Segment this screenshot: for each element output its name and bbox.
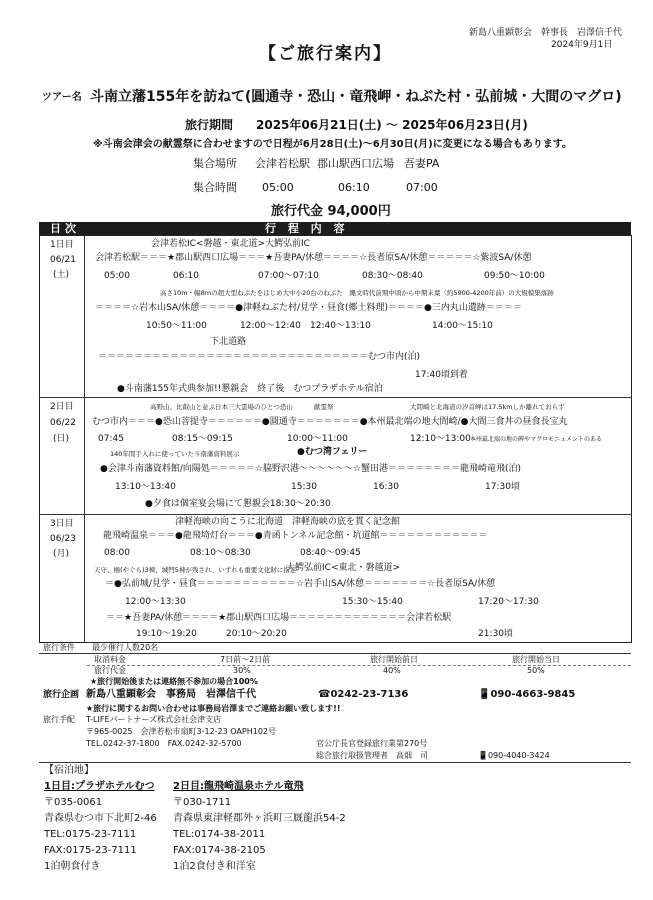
hotel1-address: 青森県むつ市下北町2-46: [44, 813, 157, 824]
day3-caption: 津軽海峡の向こうに北海道 津軽海峡の底を貫く記念館: [175, 517, 401, 527]
day1-time: 12:00～12:40: [240, 321, 301, 331]
day3-route: 大鰐弘前IC<東北・磐越道>: [286, 563, 401, 573]
day3-label: 3日目: [50, 519, 74, 529]
agency-tel-fax: TEL.0242-37-1800 FAX.0242-32-5700: [86, 739, 242, 748]
day2-caption: 献霊祭: [314, 403, 334, 411]
day3-time: 08:40～09:45: [300, 548, 361, 558]
day-column-divider: [84, 235, 85, 642]
cancel-val1: 30%: [233, 666, 251, 675]
hotel2-fax: FAX:0174-38-2105: [173, 845, 266, 856]
meeting-place-2: 郡山駅西口広場: [317, 157, 394, 170]
inquiry-note: ★旅行に関するお問い合わせは事務局岩澤までご連絡お願い致します!!: [86, 704, 341, 713]
day1-event: ●斗南藩155年式典参加!!懇親会 終了後 むつプラザホテル宿泊: [117, 384, 383, 394]
day1-time: 07:00～07:10: [258, 271, 319, 281]
day2-time: 12:10～13:00: [410, 434, 471, 444]
day2-time: 07:45: [98, 434, 124, 444]
hotel2-tel: TEL:0174-38-2011: [173, 829, 266, 840]
cancel-col3: 旅行開始当日: [512, 655, 560, 664]
conditions-label: 旅行条件: [43, 643, 75, 652]
cancel-val3: 50%: [527, 666, 545, 675]
day2-time: 08:15～09:15: [172, 434, 233, 444]
cancel-label: 取消料金: [94, 655, 126, 664]
day3-time: 17:20～17:30: [478, 597, 539, 607]
planner-tel: ☎0242-23-7136: [318, 689, 409, 700]
day2-line: ●会津斗南藩資料館/向陽処＝＝＝＝＝☆脇野沢港～～～～～～☆蟹田港＝＝＝＝＝＝＝＝龍飛崎竜飛(泊): [100, 464, 522, 474]
agency-label: 旅行手配: [43, 715, 75, 724]
day3-time: 08:10～08:30: [190, 548, 251, 558]
tour-name: 斗南立藩155年を訪ねて(圓通寺・恐山・竜飛岬・ねぶた村・弘前城・大間のマグロ): [90, 89, 622, 105]
day3-time: 19:10～19:20: [136, 629, 197, 639]
cancel-col2: 旅行開始前日: [370, 655, 418, 664]
day1-label: 1日目: [50, 240, 74, 250]
schedule-header-itinerary: 行 程 内 容: [265, 222, 349, 235]
issue-date: 2024年9月1日: [551, 40, 613, 50]
day2-time: 17:30頃: [485, 482, 520, 492]
period-label: 旅行期間: [185, 118, 234, 132]
min-people: 最少催行人数20名: [92, 643, 159, 652]
day1-line: 会津若松IC<磐越・東北道>大鰐弘前IC: [151, 239, 310, 249]
hotel1-tel: TEL:0175-23-7111: [44, 829, 137, 840]
meeting-time-1: 05:00: [262, 181, 294, 194]
day1-route: 下北道路: [210, 337, 247, 347]
day1-weekday: (土): [53, 270, 70, 280]
day3-time: 12:00～13:30: [125, 597, 186, 607]
day-divider-1: [39, 397, 631, 398]
org-header: 新島八重顕彰会 幹事長 岩澤信千代: [469, 28, 623, 38]
day2-event: ●夕食は個室宴会場にて懇親会18:30～20:30: [145, 499, 331, 509]
day2-line: むつ市内＝＝＝●恐山菩提寺＝＝＝＝＝＝●圓通寺＝＝＝＝＝＝＝●本州最北端の地大間崎/●大間三食丼の昼食長宝丸: [92, 417, 568, 427]
hotel2-address: 青森県東津軽郡外ヶ浜町三厩龍浜54-2: [173, 813, 346, 824]
cancel-val2: 40%: [383, 666, 401, 675]
tour-price: 旅行代金 94,000円: [271, 204, 391, 219]
day3-line: ＝●弘前城/見学・昼食＝＝＝＝＝＝＝＝＝＝＝☆岩手山SA/休憩＝＝＝＝＝＝＝☆長者原SA/休憩: [105, 579, 496, 589]
day2-caption: 大間崎と北海道の汐首岬は17.5kmしか離れておらず: [410, 403, 565, 411]
agency-name: T-LIFEパートナーズ株式会社会津支店: [86, 715, 222, 724]
period-value: 2025年06月21日(土) ～ 2025年06月23日(月): [256, 118, 528, 132]
day1-time: 12:40～13:10: [310, 321, 371, 331]
day1-time: 17:40頃到着: [415, 370, 468, 380]
meeting-time-2: 06:10: [338, 181, 370, 194]
meeting-time-label: 集合時間: [193, 181, 237, 194]
conditions-footnote: ★旅行開始後または連絡無不参加の場合100%: [90, 677, 258, 686]
cancel-col1: 7日前～2日前: [220, 655, 271, 664]
day3-caption: 天守、櫓(やぐら)3棟、城門5棟が残され、いずれも重要文化財に指定: [94, 566, 297, 574]
agency-license: 官公庁長官登録旅行業第270号: [316, 739, 428, 748]
conditions-line: [39, 653, 631, 654]
cancel-divider: [87, 665, 631, 666]
day2-date: 06/22: [50, 418, 76, 428]
page-title: 【ご旅行案内】: [259, 44, 392, 64]
day1-time: 05:00: [104, 271, 130, 281]
day3-line: ＝＝★吾妻PA/休憩＝＝＝＝★郡山駅西口広場＝＝＝＝＝＝＝＝＝＝＝＝＝会津若松駅: [106, 613, 452, 623]
hotel1-zip: 〒035-0061: [44, 797, 103, 808]
day1-time: 10:50～11:00: [146, 321, 207, 331]
day2-time: 16:30: [373, 482, 399, 492]
day1-line: 会津若松駅＝＝＝★郡山駅西口広場＝＝＝★吾妻PA/休憩＝＝＝＝☆長者原SA/休憩＝＝＝＝＝☆紫波SA/休憩: [95, 253, 532, 263]
hotel2-zip: 〒030-1711: [173, 797, 232, 808]
schedule-change-note: ※斗南会津会の献霊祭に合わせますので日程が6月28日(土)～6月30日(月)に変更になる場合もあります。: [93, 139, 572, 150]
day1-time: 06:10: [173, 271, 199, 281]
day2-caption: 高野山、比叡山と並ぶ日本三大霊場のひとつ恐山: [150, 403, 293, 411]
meeting-place-label: 集合場所: [193, 157, 237, 170]
day3-time: 15:30～15:40: [342, 597, 403, 607]
fee-label: 旅行代金: [94, 666, 126, 675]
day-divider-2: [39, 514, 631, 515]
day1-caption: 高さ10m・幅8mの超大型ねぶたをはじめ大中小20台のねぶた 縄文時代前期中頃から中期末葉（約5900-4200年前）の大規模集落跡: [160, 289, 554, 297]
schedule-header-day: 日次: [50, 222, 80, 235]
day1-line: ＝＝＝＝☆岩木山SA/休憩＝＝＝＝●津軽ねぶた村/見学・昼食(郷土料理)＝＝＝＝●三内丸山遺跡＝＝＝＝: [95, 303, 522, 313]
day3-date: 06/23: [50, 534, 76, 544]
day2-time: 15:30: [291, 482, 317, 492]
lodging-top-line: [39, 762, 631, 763]
agency-manager-tel: 📱090-4040-3424: [478, 751, 550, 760]
meeting-place-3: 吾妻PA: [404, 157, 440, 170]
day1-date: 06/21: [50, 255, 76, 265]
meeting-time-3: 07:00: [406, 181, 438, 194]
day2-weekday: (日): [53, 434, 70, 444]
planner-name: 新島八重顕彰会 事務局 岩澤信千代: [86, 689, 256, 700]
hotel1-title: 1日目:プラザホテルむつ: [44, 781, 155, 792]
hotel2-title: 2日目:龍飛崎温泉ホテル竜飛: [173, 781, 304, 792]
day2-caption: 本州最北端の地の碑やマグロモニュメントのある: [470, 436, 603, 443]
agency-manager: 総合旅行取扱管理者 高畑 司: [316, 751, 428, 760]
lodging-label: 【宿泊地】: [44, 765, 94, 776]
day3-time: 20:10～20:20: [226, 629, 287, 639]
meeting-place-1: 会津若松駅: [255, 157, 310, 170]
day1-time: 08:30～08:40: [362, 271, 423, 281]
day2-time: 13:10～13:40: [115, 482, 176, 492]
day1-line: ＝＝＝＝＝＝＝＝＝＝＝＝＝＝＝＝＝＝＝＝＝＝＝＝＝＝＝＝＝＝むつ市内(泊): [98, 352, 421, 362]
day1-time: 09:50～10:00: [484, 271, 545, 281]
hotel1-fax: FAX:0175-23-7111: [44, 845, 137, 856]
day1-time: 14:00～15:10: [432, 321, 493, 331]
agency-address: 〒965-0025 会津若松市扇町3-12-23 OAPH102号: [86, 727, 277, 736]
day3-line: 龍飛崎温泉＝＝＝●龍飛埼灯台＝＝＝●青函トンネル記念館・坑道館＝＝＝＝＝＝＝＝＝＝＝＝: [103, 531, 488, 541]
day2-caption: 140年間手入れに使っていた斗南藩資料展示: [110, 450, 240, 458]
day3-time: 08:00: [104, 548, 130, 558]
day3-weekday: (月): [53, 549, 70, 559]
day2-time: 10:00～11:00: [287, 434, 348, 444]
hotel1-plan: 1泊朝食付き: [44, 861, 101, 872]
planner-mobile: 📱090-4663-9845: [478, 689, 576, 700]
day2-label: 2日目: [50, 402, 74, 412]
planner-label: 旅行企画: [43, 690, 80, 700]
day3-time: 21:30頃: [478, 629, 513, 639]
day2-ferry: ●むつ湾フェリー: [297, 447, 368, 457]
tour-label: ツアー名: [42, 92, 82, 103]
hotel2-plan: 1泊2食付き和洋室: [173, 861, 256, 872]
